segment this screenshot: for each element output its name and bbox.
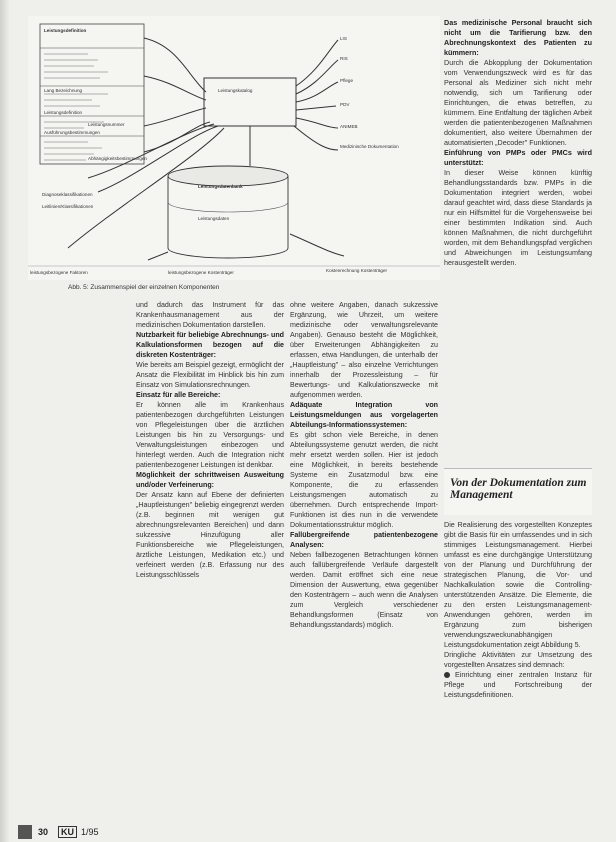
page-footer (18, 824, 99, 840)
right-label: PDV (340, 102, 350, 107)
text-column-1 (136, 300, 284, 580)
right-label: LIS (340, 36, 347, 41)
paragraph: Er können alle im Krankenhaus patientenbezogen durchgeführten Leistungen von Pflegeleistungen über die ärztlichen Leistungen bis hin zu Versorgungs- und Verwaltungsleistungen einbezogen und hinterlegt werden. Auch die Integration nicht patientenbezogener Leistungen ist denkbar. (136, 401, 284, 469)
figure-caption: Abb. 5: Zusammenspiel der einzelnen Komponenten (68, 284, 220, 291)
sidebar-heading-box (444, 468, 592, 515)
left-row-label: Lang Bezeichnung (44, 88, 83, 93)
footer-bar-icon (18, 825, 32, 839)
bullet-icon (444, 672, 450, 678)
paragraph: Die Realisierung des vorgestellten Konzeptes gibt die Basis für ein umfassendes und in sich stimmiges Leistungsmanagement. Hierbei umfasst es eine durchgängige Unterstützung von der Planung und Durchführung der strategischen Planung, die Vor- und Nachkalkulation sowie die Controlling-unterstützenden Ansätze. Die Elemente, die zu den ersten Leistungsmanagement-Anwendungen gehören, werden im Ergänzung zum bisherigen verwendungszweckunabhängigen Leistungsdokumentation zeigt Abbildung 5. (444, 520, 592, 649)
right-label: Pflege (340, 78, 354, 83)
left-row-label: Leistungsnummer (88, 122, 125, 127)
bottom-label: leistungsbezogene Faktoren (30, 270, 88, 275)
left-label: Diagnoseklassifikationen (42, 192, 93, 197)
section-heading: Einführung von PMPs oder PMCs wird unterstützt: (444, 148, 592, 167)
bottom-label: leistungsbezogene Kostenträger (168, 270, 234, 275)
paragraph: Neben fallbezogenen Betrachtungen können auch fallübergreifende Verläufe dargestellt werden. Damit eröffnet sich eine neue Dimension der Auswertung, etwa gegenüber den Kostenträgern – auch wenn die Analysen zum Vergleich verschiedener Behandlungsformen (Einsatz von Behandlungsstandards) möglich. (290, 551, 438, 629)
bottom-label: Kostenrechnung Kostenträger (326, 268, 388, 273)
section-heading: Einsatz für alle Bereiche: (136, 391, 221, 399)
right-label: RIS (340, 56, 348, 61)
journal-logo: KU (58, 826, 77, 838)
bullet-item (444, 670, 592, 700)
right-label: Medizinische Dokumentation (340, 144, 399, 149)
paragraph: Wie bereits am Beispiel gezeigt, ermöglicht der Ansatz die Flexibilität im Hinblick bis hin zum Einsatz von Simulationsrechnungen. (136, 361, 284, 389)
section-heading: Das medizinische Personal braucht sich nicht um die Tarifierung bzw. den Abrechnungskontext des Patienten zu kümmern: (444, 18, 592, 57)
paragraph: Es gibt schon viele Bereiche, in denen Abteilungssysteme genutzt werden, die nicht mehr ersetzt werden sollen. Hier ist jedoch eine Möglichkeit, in bereits bestehende Systeme ein Zusatzmodul bzw. eine Komponente, die zu erfassenden Leistungsmengen automatisch zu übernehmen. Durch entsprechende Import-Funktionen ist dies nun in die verwendete Dokumentationsstruktur möglich. (290, 431, 438, 529)
db-sub-label: Leistungsdaten (198, 216, 230, 221)
paragraph: In dieser Weise können künftig Behandlungsstandards bzw. PMPs in die Dokumentation integriert werden, wobei darauf geachtet wird, dass diese Standards ja nur ein Hilfsmittel für die Vorgehensweise bei einer bestimmten Indikation sind. Auch können Maßnahmen, die nicht durchgeführt worden, mit dem Behandlungspfad verglichen und Abweichungen im Leistungsumfang herausgestellt werden. (444, 168, 592, 267)
left-label: Leitlinien/Klassifikationen (42, 204, 94, 209)
bullet-text: Einrichtung einer zentralen Instanz für Pflege und Fortschreibung der Leistungsdefinitionen. (444, 670, 592, 699)
section-heading: Möglichkeit der schrittweisen Ausweitung und/oder Verfeinerung: (136, 471, 284, 489)
figure-diagram (28, 16, 440, 280)
page-spine-shadow (0, 0, 10, 842)
section-heading: Nutzbarkeit für beliebige Abrechnungs- und Kalkulationsformen bezogen auf die diskreten Kostenträger: (136, 331, 284, 359)
center-box-label: Leistungskatalog (218, 88, 253, 93)
left-row-label: Leistungsdefinition (44, 110, 83, 115)
left-box-title: Leistungsdefinition (44, 28, 87, 33)
right-label: ANIMEB (340, 124, 358, 129)
page-number: 30 (38, 827, 49, 837)
sidebar-title: Von der Dokumentation zum Management (450, 477, 587, 501)
left-row-label: Ausführungsbestimmungen (44, 130, 100, 135)
paragraph: Der Ansatz kann auf Ebene der definierten „Hauptleistungen" beliebig eingegrenzt werden (z.B. beginnen mit wenigen gut abrechnungsrelevanten Bereichen) und dann sukzessive Hinzufügung aller Funktionsbereiche wie Pflegeleistungen, ärztliche Leistungen, Medikation etc.) und verfeinert werden (z.B. Erfassung nur des Leistungsschlüssels (136, 491, 284, 579)
text-column-3 (444, 18, 592, 268)
text-column-2 (290, 300, 438, 630)
db-label: Leistungsdatenbank (198, 184, 243, 189)
text-column-3-lower (444, 520, 592, 700)
issue-number: 1/95 (81, 827, 99, 837)
section-heading: Fallübergreifende patientenbezogene Analysen: (290, 531, 438, 549)
paragraph: und dadurch das Instrument für das Krankenhausmanagement aus der medizinischen Dokumentation darstellen. (136, 301, 284, 329)
paragraph: Dringliche Aktivitäten zur Umsetzung des vorgestellten Ansatzes sind demnach: (444, 650, 592, 669)
left-row-label: Abhängigkeitsbestimmungen (88, 156, 147, 161)
paragraph: Durch die Abkopplung der Dokumentation vom Verwendungszweck wird es für das Personal als Mediziner sich nicht mehr notwendig, sich um Tarifierung oder Einrichtungen, die etwas betreffen, zu kümmern. Eine Entfaltung der täglichen Arbeit werden die patientenbezogenen Maßnahmen dokumentiert, also weitere Übernahmen der automatisierten „Decoder" Funktionen. (444, 58, 592, 147)
section-heading: Adäquate Integration von Leistungsmeldungen aus vorgelagerten Abteilungs-Informationssystemen: (290, 401, 438, 429)
paragraph: ohne weitere Angaben, danach sukzessive Ergänzung, wie Uhrzeit, um weitere medizinische oder verwaltungsrelevante Angaben). Genauso besteht die Möglichkeit, über Erweiterungen Abhängigkeiten zu erfassen, etwa Handlungen, die unterhalb der „Hauptleistung" – also einzelne Verrichtungen innerhalb der Prozessleistung – für Bewertungs- und Kalkulationszwecke mit aufgenommen werden. (290, 301, 438, 399)
